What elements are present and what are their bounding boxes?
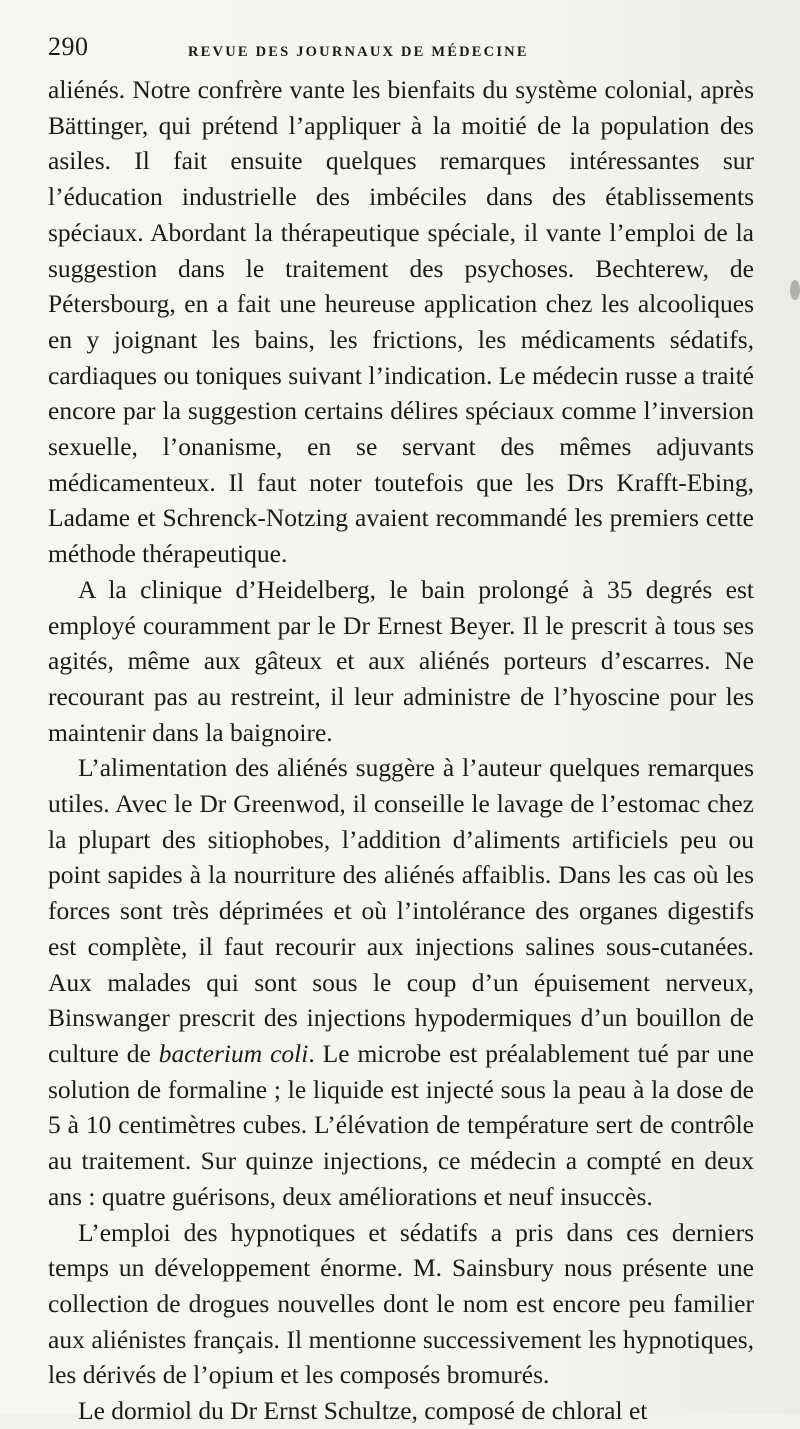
- running-head: REVUE DES JOURNAUX DE MÉDECINE: [188, 44, 529, 60]
- paragraph: [48, 750, 754, 1214]
- italic-term: bacterium coli: [158, 1038, 309, 1068]
- paragraph: aliénés. Notre confrère vante les bienfaits du système colonial, après Bättinger, qui prétend l’appliquer à la moitié de la population des asiles. Il fait ensuite quelques remarques intéressantes sur l’éducation industrielle des imbéciles dans des établissements spéciaux. Abordant la thérapeutique spéciale, il vante l’emploi de la suggestion dans le traitement des psychoses. Bechterew, de Pétersbourg, en a fait une heureuse application chez les alcooliques en y joignant les bains, les frictions, les médicaments sédatifs, cardiaques ou toniques suivant l’indication. Le médecin russe a traité encore par la suggestion certains délires spéciaux comme l’inversion sexuelle, l’onanisme, en se servant des mêmes adjuvants médicamenteux. Il faut noter toutefois que les Drs Krafft-Ebing, Ladame et Schrenck-Notzing avaient recommandé les premiers cette méthode thérapeutique.: [48, 75, 754, 569]
- page-header: [48, 30, 768, 70]
- paragraph: A la clinique d’Heidelberg, le bain prolongé à 35 degrés est employé couramment par le Dr Ernest Beyer. Il le prescrit à tous ses agités, même aux gâteux et aux aliénés porteurs d’escarres. Ne recourant pas au restreint, il leur administre de l’hyoscine pour les maintenir dans la baignoire.: [48, 574, 754, 747]
- paragraph-text: . Le microbe est préalablement tué par une solution de formaline ; le liquide est injecté sous la peau à la dose de 5 à 10 centimètres cubes. L’élévation de température sert de contrôle au traitement. Sur quinze injections, ce médecin a compté en deux ans : quatre guérisons, deux améliorations et neuf insuccès.: [48, 1038, 754, 1211]
- ink-blot: [790, 280, 800, 300]
- paragraph: L’emploi des hypnotiques et sédatifs a pris dans ces derniers temps un développement énorme. M. Sainsbury nous présente une collection de drogues nouvelles dont le nom est encore peu familier aux aliénistes français. Il mentionne successivement les hypnotiques, les dérivés de l’opium et les composés bromurés.: [48, 1217, 754, 1390]
- paragraph-text: L’alimentation des aliénés suggère à l’auteur quelques remarques utiles. Avec le Dr Greenwod, il conseille le lavage de l’estomac chez la plupart des sitiophobes, l’addition d’aliments artificiels peu ou point sapides à la nourriture des aliénés affaiblis. Dans les cas où les forces sont très déprimées et où l’intolérance des organes digestifs est complète, il faut recourir aux injections salines sous-cutanées. Aux malades qui sont sous le coup d’un épuisement nerveux, Binswanger prescrit des injections hypodermiques d’un bouillon de culture de: [48, 753, 754, 1068]
- body-text: [48, 72, 754, 1429]
- paragraph: Le dormiol du Dr Ernst Schultze, composé de chloral et: [78, 1396, 648, 1426]
- page-number: 290: [48, 32, 89, 61]
